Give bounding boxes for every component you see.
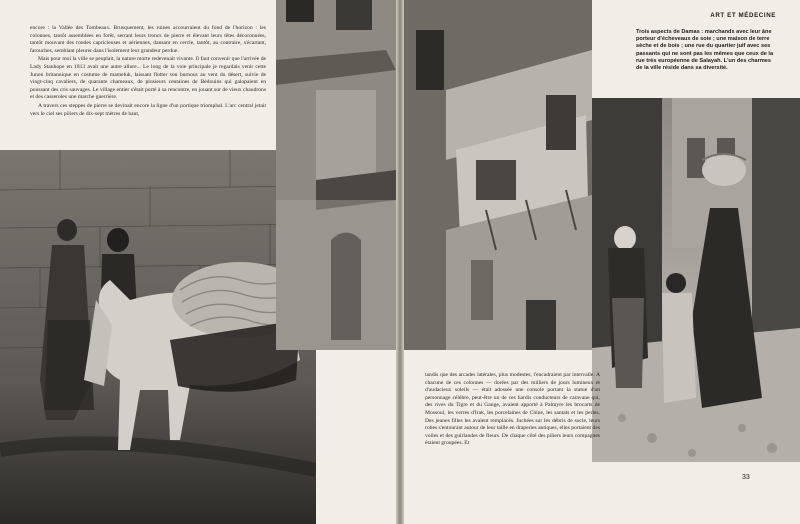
photo-jewish-quarter-street [592,98,800,462]
photo-merchants-with-donkey [0,150,316,524]
photo-caption: Trois aspects de Damas : marchands avec leur âne porteur d'écheveaux de soie ; une maison de terre sèche et de bois ; une rue du quartier juif avec ses passants qui ne sont pas les mêmes que ceux de la rue très européenne de Salayah. L'un des charmes de la ville réside dans sa diversité. [636,29,774,72]
left-article-text [30,25,266,119]
paragraph: A travers ces steppes de pierre se devinait encore la ligne d'un portique triomphal. L'arc central jetait vers le ciel ses piliers de dix-sept mètres de haut, [30,102,266,117]
photo-mud-and-wood-house [276,0,592,350]
section-header: ART ET MÉDECINE [710,12,776,19]
page-gutter [396,0,404,524]
page-number: 33 [742,474,750,481]
paragraph: Mais pour moi la ville se peuplait, la nature morte redevenait vivante. Il faut convenir que l'arrivée de Lady Stanhope en 1813 avait une autre allure... Le long de la voie principale je regardais venir cette Junon britannique en costume de mameluk, laissant flotter son burnous au vent du désert, suivie de vingt-cinq cavaliers, de quarante chameaux, de plusieurs centaines de Bédouins qui galopaient en poussant des cris sauvages. Le village entier s'était porté à sa rencontre, en jouant sur de vieux chaudrons et des casseroles une marche guerrière. [30,56,266,101]
right-article-text: tandis que des arcades latérales, plus modestes, l'encadraient par intervalle. A chacune de ces colonnes — dorées par des milliers de jours lumineux et d'audacieux soleils — était adossée une console portant la statue d'un personnage célèbre, peut-être un de ces hardis conducteurs de caravane qui, des rives du Tigre et du Gange, avaient apporté à Palmyre les brocarts de Mossoul, les verres d'Irak, les porcelaines de Chine, les santals et les perles. Des jeunes filles les avaient remplacés. Juchées sur les débris de socle, leurs robes s'entourant autour de leur taille en draperies antiques, elles portaient des voiles et des guirlandes de fleurs. De chaque côté des piliers leurs compagnes étaient groupées. Et [425,372,600,447]
paragraph: encore : la Vallée des Tombeaux. Brusquement, les ruines accourraient du fond de l'horizon : les colonnes, tantôt assemblées en forêt, serrant leurs troncs de pierre et élevant leurs têtes décoronnées, tantôt mouvant des rondes capricieuses et aériennes, dansant en cercle, tantôt, au contraire, s'écartant, farouches, semblant pleurer dans l'isolement leur grandeur perdue. [30,25,266,54]
